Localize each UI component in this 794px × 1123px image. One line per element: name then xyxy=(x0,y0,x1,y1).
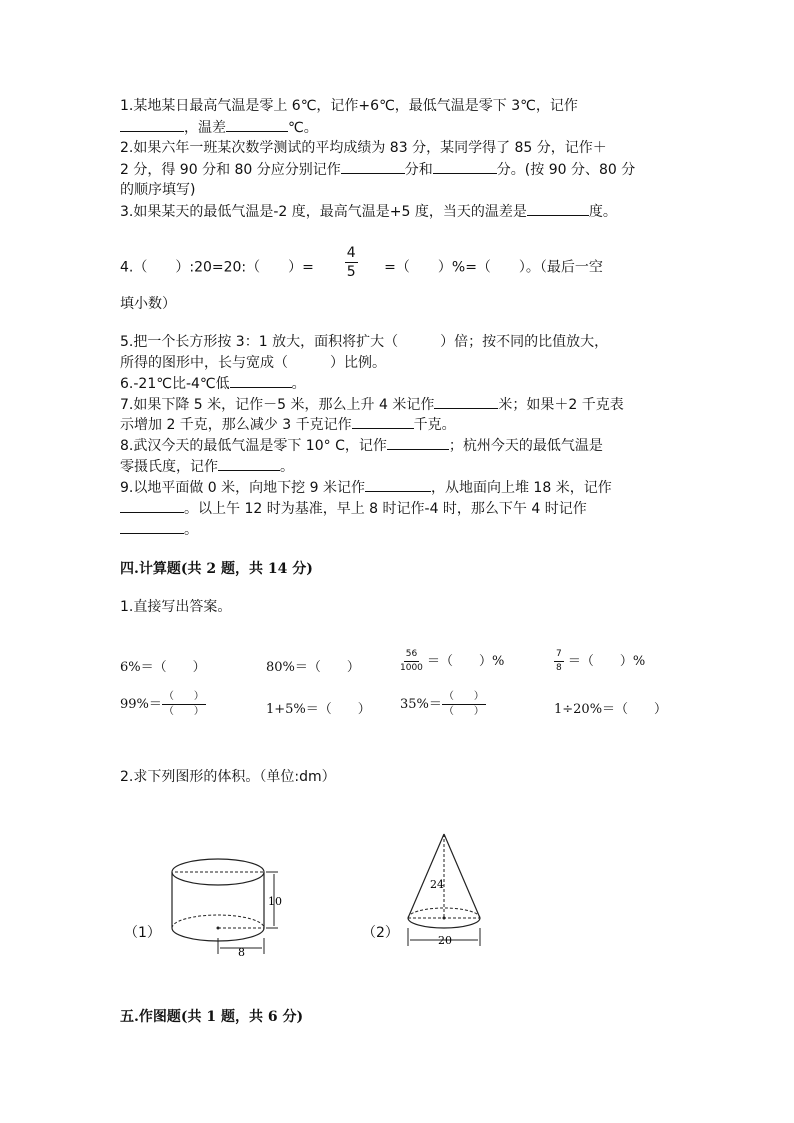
answer-blank[interactable] xyxy=(218,456,280,471)
answer-blank[interactable] xyxy=(120,117,184,132)
answer-blank[interactable] xyxy=(365,477,431,492)
calc-99-percent: 99%＝ $\frac{( )}{( )}$ xyxy=(120,691,204,717)
fraction-blank: $\frac{( )}{( )}$ xyxy=(443,691,484,717)
cylinder-center-dot xyxy=(217,927,220,930)
calc-6-percent: 6%＝（ ） xyxy=(120,660,206,675)
fraction-56-1000: $\frac{56}{1000}$ xyxy=(400,649,423,673)
q2-line1: 2.如果六年一班某次数学测试的平均成绩为 83 分，某同学得了 85 分，记作＋ xyxy=(120,140,607,156)
figure2-label: （2） xyxy=(362,925,399,941)
calc-80-percent: 80%＝（ ） xyxy=(266,660,360,675)
answer-blank[interactable] xyxy=(120,498,184,513)
q6-line1: 6.-21℃比-4℃低 。 xyxy=(120,373,306,394)
q1-line1: 1.某地某日最高气温是零上 6℃，记作+6℃，最低气温是零下 3℃，记作 xyxy=(120,98,578,114)
answer-blank[interactable] xyxy=(120,519,184,534)
answer-blank[interactable] xyxy=(352,414,414,429)
q7-line1: 7.如果下降 5 米，记作－5 米，那么上升 4 米记作 米；如果＋2 千克表 xyxy=(120,394,624,415)
q2-line2: 2 分，得 90 分和 80 分应分别记作 分和 分。(按 90 分、80 分 xyxy=(120,159,635,180)
answer-blank[interactable] xyxy=(433,159,497,174)
q5-line2: 所得的图形中，长与宽成（ ）比例。 xyxy=(120,355,386,371)
answer-blank[interactable] xyxy=(387,435,449,450)
cylinder-figure xyxy=(170,850,290,960)
q1-line2: ，温差 ℃。 xyxy=(120,117,318,138)
calc-1-div-20-percent: 1÷20%＝（ ） xyxy=(554,702,668,717)
q9-line2: 。以上午 12 时为基准，早上 8 时记作-4 时，那么下午 4 时记作 xyxy=(120,498,587,519)
fraction-blank: $\frac{( )}{( )}$ xyxy=(163,691,204,717)
cone-center-dot xyxy=(443,917,446,920)
answer-blank[interactable] xyxy=(226,117,288,132)
q7-line2: 示增加 2 千克，那么减少 3 千克记作 千克。 xyxy=(120,414,456,435)
fraction-four-fifths: $\frac{4}{5}$ xyxy=(346,245,356,280)
q3-line1: 3.如果某天的最低气温是-2 度，最高气温是+5 度，当天的温差是 度。 xyxy=(120,201,617,222)
q9-line1: 9.以地平面做 0 米，向地下挖 9 米记作 ，从地面向上堆 18 米，记作 xyxy=(120,477,612,498)
cylinder-bottom-back xyxy=(172,915,264,928)
calc-35-percent: 35%＝ $\frac{( )}{( )}$ xyxy=(400,691,484,717)
cone-left-edge xyxy=(408,834,444,918)
q4-line1: 4.（ ）:20=20:（ ）= $\frac{4}{5}$ =（ ）%=（ ）。（最后一空 xyxy=(120,245,603,280)
cylinder-radius-value: 8 xyxy=(238,946,245,959)
calc-1-plus-5-percent: 1+5%＝（ ） xyxy=(266,702,371,717)
calc-56-over-1000: $\frac{56}{1000}$ ＝（ ）% xyxy=(400,649,505,673)
fraction-7-8: $\frac{7}{8}$ xyxy=(556,649,562,673)
cone-right-edge xyxy=(444,834,480,918)
cone-figure xyxy=(400,830,490,950)
cylinder-height-value: 10 xyxy=(268,895,282,908)
answer-blank[interactable] xyxy=(434,394,498,409)
calc-7-over-8: $\frac{7}{8}$ ＝（ ）% xyxy=(556,649,646,673)
answer-blank[interactable] xyxy=(527,201,589,216)
cone-diameter-value: 20 xyxy=(438,934,452,947)
answer-blank[interactable] xyxy=(341,159,405,174)
q8-line1: 8.武汉今天的最低气温是零下 10° C，记作 ；杭州今天的最低气温是 xyxy=(120,435,603,456)
section4-q1-title: 1.直接写出答案。 xyxy=(120,599,232,615)
answer-blank[interactable] xyxy=(230,373,292,388)
figure1-label: （1） xyxy=(124,925,161,941)
q5-line1: 5.把一个长方形按 3：1 放大，面积将扩大（ ）倍；按不同的比值放大， xyxy=(120,334,609,350)
cone-height-value: 24 xyxy=(430,878,444,891)
q9-line3: 。 xyxy=(120,519,198,540)
q2-line3: 的顺序填写) xyxy=(120,182,196,198)
section5-title: 五.作图题(共 1 题，共 6 分) xyxy=(120,1009,304,1025)
q8-line2: 零摄氏度，记作 。 xyxy=(120,456,294,477)
q4-line2: 填小数） xyxy=(120,296,176,312)
section4-title: 四.计算题(共 2 题，共 14 分) xyxy=(120,561,313,577)
section4-q2-title: 2.求下列图形的体积。（单位:dm） xyxy=(120,769,336,785)
